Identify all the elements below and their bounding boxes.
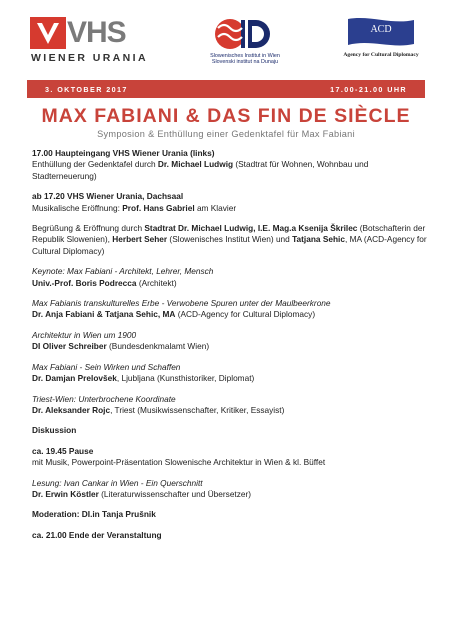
speaker-name: Dr. Aleksander Rojc [32, 404, 111, 415]
talk-topic: Triest-Wien: Unterbrochene Koordinate [32, 393, 176, 404]
speaker-name: Stadtrat Dr. Michael Ludwig [144, 223, 254, 234]
speaker-name: Prof. Hans Gabriel [122, 202, 195, 213]
program-item [32, 425, 428, 436]
page-subtitle: Symposion & Enthüllung einer Gedenktafel für Max Fabiani [97, 129, 355, 139]
program-item [32, 509, 428, 520]
talk-topic: Lesung: Ivan Cankar in Wien - Ein Querschnitt [32, 477, 203, 488]
talk-topic: Max Fabiani - Sein Wirken und Schaffen [32, 361, 181, 372]
vhs-logo-subtitle: WIENER URANIA [31, 52, 148, 64]
speaker-name: DI Oliver Schreiber [32, 341, 107, 352]
program-item-heading: 17.00 Haupteingang VHS Wiener Urania (links) [32, 148, 215, 158]
speaker-name: I.E. Mag.a Ksenija Škrilec [257, 223, 358, 234]
talk-topic: Architektur in Wien um 1900 [32, 329, 137, 340]
program-item-text: am Klavier [194, 202, 237, 213]
program-item-text: (Architekt) [136, 277, 177, 288]
program-item-text: , Triest (Musikwissenschafter, Kritiker, Essayist) [110, 404, 285, 415]
acd-flag-text: ACD [370, 24, 392, 35]
program-item-text: (Botschafterin der Republik Slowenien), [32, 223, 426, 245]
separator: , [253, 223, 258, 234]
program-item [32, 530, 428, 541]
program-item-text: Begrüßung & Eröffnung durch [32, 223, 145, 234]
speaker-name: Tatjana Sehic [292, 234, 345, 245]
speaker-name: Dr. Anja Fabiani & Tatjana Sehic, MA [32, 309, 176, 320]
sid-logo [190, 16, 300, 71]
program-item [32, 148, 428, 182]
vhs-logo-text: VHS [67, 16, 126, 49]
program-item-heading: Moderation: DI.in Tanja Prušnik [32, 509, 156, 520]
vhs-logo [30, 16, 148, 67]
program-item-text: , MA (ACD-Agency for Cultural Diplomacy) [32, 234, 427, 256]
speaker-name: Herbert Seher [112, 234, 168, 245]
acd-flag-icon [348, 17, 414, 47]
program-item-heading: ab 17.20 VHS Wiener Urania, Dachsaal [32, 191, 184, 202]
program-item-text: , Ljubljana (Kunsthistoriker, Diplomat) [116, 373, 255, 384]
program-list [32, 148, 428, 550]
event-time: 17.00-21.00 UHR [330, 85, 407, 94]
speaker-name: Univ.-Prof. Boris Podrecca [32, 277, 137, 288]
event-date: 3. OKTOBER 2017 [45, 85, 128, 94]
program-item-text: (Literaturwissenschafter und Übersetzer) [98, 488, 252, 499]
program-item [32, 478, 428, 501]
program-item-heading: Diskussion [32, 425, 77, 436]
program-item-text: mit Musik, Powerpoint-Präsentation Slowenische Architektur in Wien & kl. Büffet [32, 457, 326, 468]
program-item-text: Enthüllung der Gedenktafel durch [32, 159, 158, 170]
program-item [32, 223, 428, 257]
logo-header [0, 0, 452, 76]
program-item-text: (Stadtrat für Wohnen, Wohnbau und Stadterneuerung) [32, 159, 369, 181]
date-banner [27, 80, 425, 98]
page-title: MAX FABIANI & DAS FIN DE SIÈCLE [41, 105, 411, 127]
program-item [32, 446, 428, 469]
program-item-heading: ca. 19.45 Pause [32, 445, 94, 456]
sid-logo-line1: Slowenisches Institut in Wien [210, 53, 280, 59]
program-item [32, 394, 428, 417]
talk-topic: Keynote: Max Fabiani - Architekt, Lehrer, Mensch [32, 266, 214, 277]
program-item [32, 362, 428, 385]
program-item-text: (Slowenisches Institut Wien) und [167, 234, 293, 245]
program-item-heading: ca. 21.00 Ende der Veranstaltung [32, 529, 162, 540]
program-item-text: Musikalische Eröffnung: [32, 202, 123, 213]
acd-logo-subtitle: Agency for Cultural Diplomacy [343, 52, 419, 58]
acd-logo [335, 17, 427, 67]
program-item [32, 330, 428, 353]
speaker-name: Dr. Michael Ludwig [157, 159, 234, 170]
program-item-text: (ACD-Agency for Cultural Diplomacy) [175, 309, 316, 320]
vhs-v-mark-icon [30, 17, 66, 49]
program-item [32, 266, 428, 289]
program-item [32, 298, 428, 321]
sid-emblem-icon [210, 16, 280, 52]
program-item [32, 191, 428, 214]
sid-logo-line2: Slovenski institut na Dunaju [211, 59, 279, 65]
program-item-text: (Bundesdenkmalamt Wien) [106, 341, 210, 352]
speaker-name: Dr. Erwin Köstler [32, 488, 99, 499]
talk-topic: Max Fabianis transkulturelles Erbe - Verwobene Spuren unter der Maulbeerkrone [32, 298, 331, 309]
speaker-name: Dr. Damjan Prelovšek [32, 373, 117, 384]
